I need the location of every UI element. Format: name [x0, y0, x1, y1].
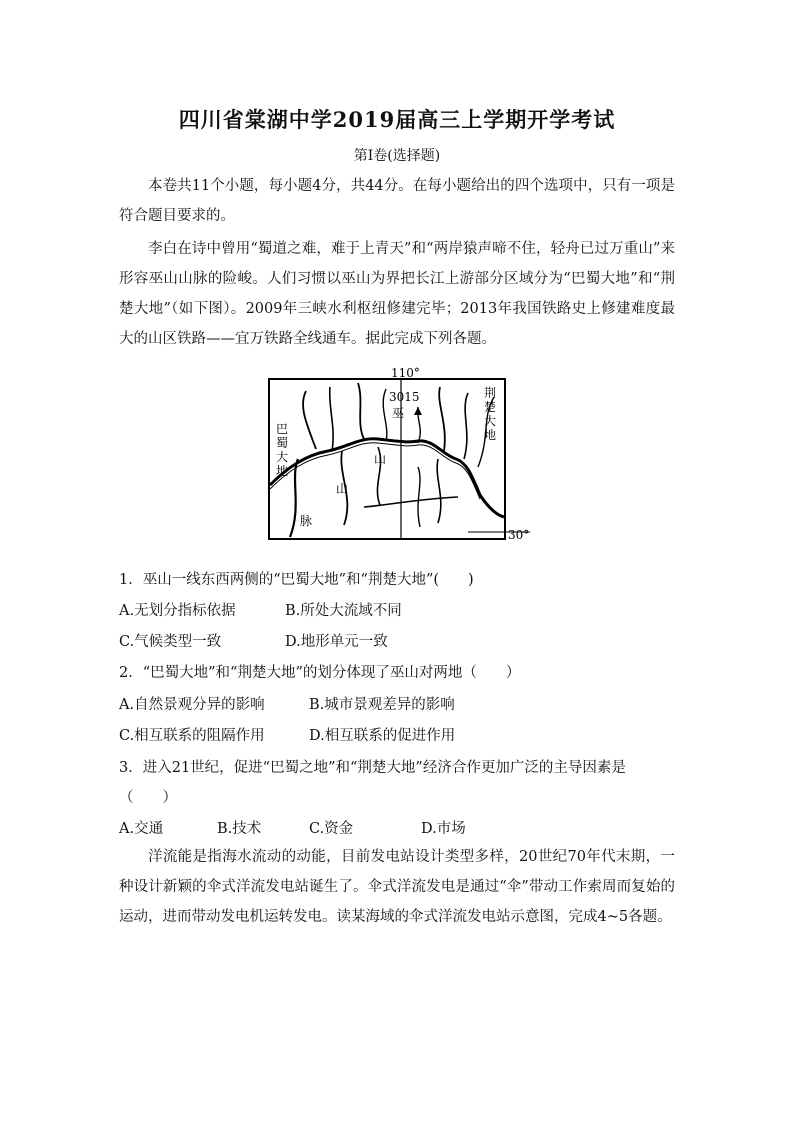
peak-elevation-label: 3015 [389, 390, 420, 404]
question-1-stem: 1．巫山一线东西两侧的“巴蜀大地”和“荆楚大地”( ) [119, 572, 474, 588]
label-shan-2: 山 [336, 482, 349, 496]
question-2-options-row-2 [119, 721, 679, 751]
lon-label: 110° [391, 367, 420, 380]
question-3-stem: 3．进入21世纪，促进“巴蜀之地”和“荆楚大地”经济合作更加广泛的主导因素是（ ） [119, 760, 626, 806]
option-3a[interactable]: A.交通 [119, 821, 164, 837]
label-bashu-3: 大 [276, 450, 289, 464]
option-2a[interactable]: A.自然景观分异的影响 [119, 697, 265, 713]
tributary [464, 393, 468, 459]
option-2d[interactable]: D.相互联系的促进作用 [309, 728, 456, 744]
tributary [303, 391, 316, 449]
label-jingchu-3: 大 [484, 414, 497, 428]
option-1a[interactable]: A.无划分指标依据 [119, 603, 236, 619]
tributary-south [418, 467, 420, 527]
option-2c[interactable]: C.相互联系的阻隔作用 [119, 728, 265, 744]
label-jingchu-1: 荆 [484, 386, 497, 400]
option-3b[interactable]: B.技术 [217, 821, 262, 837]
label-wu: 巫 [392, 406, 405, 420]
question-3-options-row [119, 814, 679, 844]
passage-paragraph-1: 李白在诗中曾用“蜀道之难，难于上青天”和“两岸猿声啼不住，轻舟已过万重山”来形容巫山山脉的险峻。人们习惯以巫山为界把长江上游部分区域分为“巴蜀大地”和“荆楚大地”（如下图）。2009年三峡水利枢纽修建完毕；2013年我国铁路史上修建难度最大的山区铁路——宜万铁路全线通车。据此完成下列各题。 [119, 241, 675, 347]
option-1d[interactable]: D.地形单元一致 [285, 634, 388, 650]
label-jingchu-4: 地 [484, 428, 497, 442]
option-3c[interactable]: C.资金 [309, 821, 354, 837]
passage-paragraph-2: 洋流能是指海水流动的动能，目前发电站设计类型多样，20世纪70年代末期，一种设计新颖的伞式洋流发电站诞生了。伞式洋流发电是通过“伞”带动工作索周而复始的运动，进而带动发电机运转发电。读某海域的伞式洋流发电站示意图，完成4~5各题。 [119, 849, 675, 925]
tributary [358, 383, 364, 439]
page-title: 四川省棠湖中学2019届高三上学期开学考试 [178, 107, 616, 132]
label-bashu-4: 地 [276, 464, 289, 478]
label-bashu-1: 巴 [276, 422, 289, 436]
lat-label: 30° [508, 528, 530, 542]
label-jingchu-2: 楚 [484, 400, 497, 414]
section-title: 第Ⅰ卷(选择题) [353, 148, 441, 164]
wushan-map [268, 367, 530, 547]
peak-icon [414, 407, 422, 415]
option-3d[interactable]: D.市场 [421, 821, 466, 837]
yangtze-river [270, 439, 504, 517]
option-2b[interactable]: B.城市景观差异的影响 [309, 697, 455, 713]
label-shan-1: 山 [374, 452, 387, 466]
tributary [383, 389, 387, 441]
tributary [330, 387, 333, 451]
option-1c[interactable]: C.气候类型一致 [119, 634, 222, 650]
label-mai: 脉 [300, 514, 313, 528]
option-1b[interactable]: B.所处大流域不同 [285, 603, 402, 619]
label-bashu-2: 蜀 [276, 436, 289, 450]
question-1-options-row-1 [119, 596, 679, 626]
question-2-options-row-1 [119, 690, 679, 720]
intro-paragraph: 本卷共11个小题，每小题4分，共44分。在每小题给出的四个选项中，只有一项是符合题目要求的。 [119, 178, 675, 224]
tributary-south [437, 459, 441, 523]
tributary [439, 387, 445, 451]
question-2-stem: 2．“巴蜀大地”和“荆楚大地”的划分体现了巫山对两地（ ） [119, 665, 521, 681]
question-1-options-row-2 [119, 627, 679, 657]
